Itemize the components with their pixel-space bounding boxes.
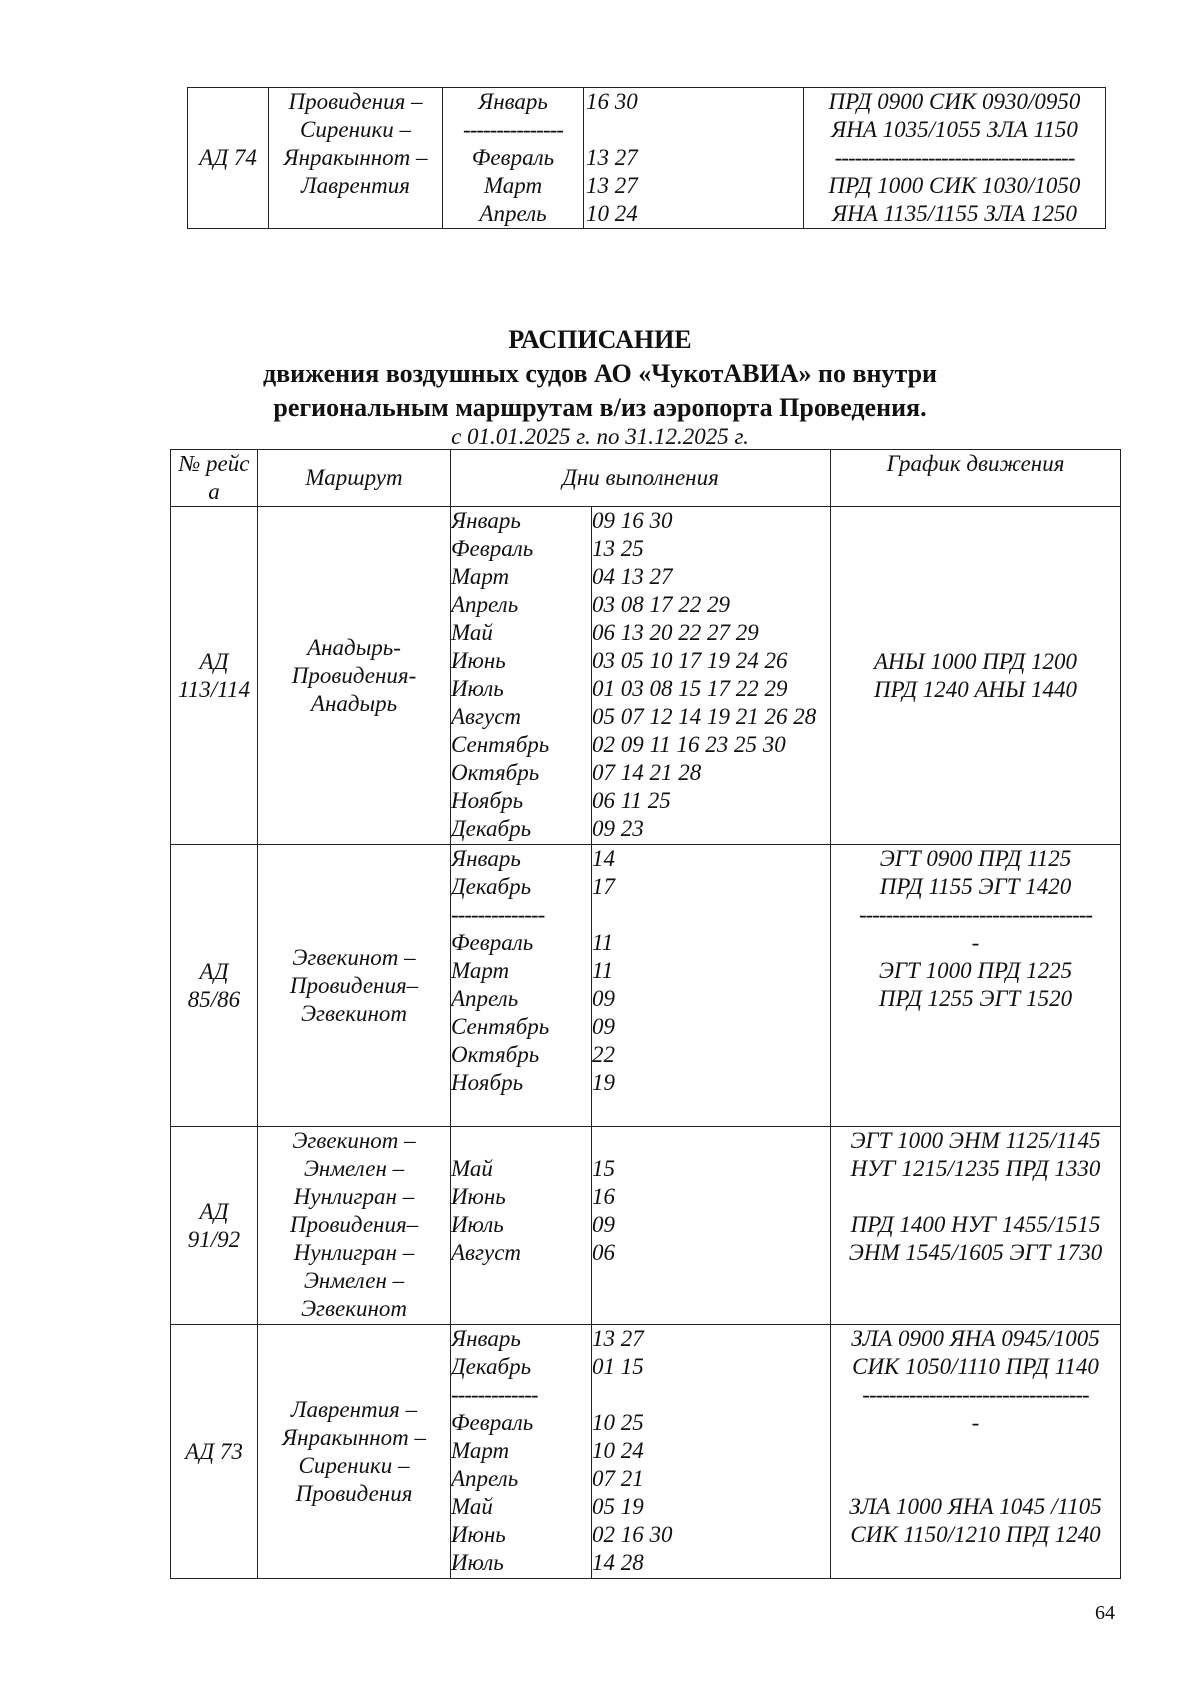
- subtitle-line-1: движения воздушных судов АО «ЧукотАВИА» по внутри: [262, 359, 938, 388]
- route-cell: Анадырь- Провидения- Анадырь: [258, 507, 451, 845]
- days-cell: 14 17 11 11 09 09 22 19: [592, 845, 831, 1127]
- days-cell: 13 27 01 15 10 25 10 24 07 21 05 19 02 16 30 14 28: [592, 1325, 831, 1579]
- header-days: Дни выполнения: [451, 450, 831, 507]
- table-row: [171, 845, 1121, 1127]
- page-title: РАСПИСАНИЕ: [508, 325, 692, 354]
- schedule-cell: ЭГТ 1000 ЭНМ 1125/1145 НУГ 1215/1235 ПРД 1330 ПРД 1400 НУГ 1455/1515 ЭНМ 1545/1605 ЭГТ 1730: [831, 1127, 1121, 1325]
- header-flight-no: № рейс а: [171, 450, 258, 507]
- page-number: 64: [1095, 1602, 1115, 1624]
- months-cell: Январь --------------- Февраль Март Апрель: [443, 88, 584, 229]
- flight-number: АД 74: [188, 88, 269, 229]
- validity-period: с 01.01.2025 г. по 31.12.2025 г.: [451, 424, 749, 449]
- months-cell: Январь Февраль Март Апрель Май Июнь Июль Август Сентябрь Октябрь Ноябрь Декабрь: [451, 507, 592, 845]
- schedule-table: [170, 449, 1121, 1579]
- header-route: Маршрут: [258, 450, 451, 507]
- subtitle-line-2: региональным маршрутам в/из аэропорта Проведения.: [273, 393, 927, 422]
- table-row: [171, 507, 1121, 845]
- months-cell: Май Июнь Июль Август: [451, 1127, 592, 1325]
- days-cell: 15 16 09 06: [592, 1127, 831, 1325]
- schedule-cell: ПРД 0900 СИК 0930/0950 ЯНА 1035/1055 ЗЛА 1150 ------------------------------------ ПРД 1000 СИК 1030/1050 ЯНА 1135/1155 ЗЛА 1250: [804, 88, 1106, 229]
- route-cell: Провидения – Сиреники – Янракыннот – Лаврентия: [269, 88, 443, 229]
- schedule-cell: ЭГТ 0900 ПРД 1125 ПРД 1155 ЭГТ 1420 ----------------------------------- - ЭГТ 1000 ПРД 1225 ПРД 1255 ЭГТ 1520: [831, 845, 1121, 1127]
- continuation-table: [187, 87, 1106, 229]
- flight-number: АД 113/114: [171, 507, 258, 845]
- schedule-cell: АНЫ 1000 ПРД 1200 ПРД 1240 АНЫ 1440: [831, 507, 1121, 845]
- flight-number: АД 73: [171, 1325, 258, 1579]
- route-cell: Эгвекинот – Провидения– Эгвекинот: [258, 845, 451, 1127]
- days-cell: 16 30 13 27 13 27 10 24: [584, 88, 804, 229]
- months-cell: Январь Декабрь -------------- Февраль Март Апрель Сентябрь Октябрь Ноябрь: [451, 845, 592, 1127]
- flight-number: АД 85/86: [171, 845, 258, 1127]
- table-header-row: [171, 450, 1121, 507]
- flight-number: АД 91/92: [171, 1127, 258, 1325]
- route-cell: Эгвекинот – Энмелен – Нунлигран – Провидения– Нунлигран – Энмелен – Эгвекинот: [258, 1127, 451, 1325]
- months-cell: Январь Декабрь ------------- Февраль Март Апрель Май Июнь Июль: [451, 1325, 592, 1579]
- schedule-cell: ЗЛА 0900 ЯНА 0945/1005 СИК 1050/1110 ПРД 1140 ---------------------------------- - ЗЛА 1000 ЯНА 1045 /1105 СИК 1150/1210 ПРД 1240: [831, 1325, 1121, 1579]
- days-cell: 09 16 30 13 25 04 13 27 03 08 17 22 29 06 13 20 22 27 29 03 05 10 17 19 24 26 01 03 08 15 17 22 29 05 07 12 14 19 21 26 28 02 09 11 16 23 25 30 07 14 21 28 06 11 25 09 23: [592, 507, 831, 845]
- header-schedule: График движения: [831, 450, 1121, 507]
- table-row: [171, 1127, 1121, 1325]
- table-row: [171, 1325, 1121, 1579]
- route-cell: Лаврентия – Янракыннот – Сиреники – Провидения: [258, 1325, 451, 1579]
